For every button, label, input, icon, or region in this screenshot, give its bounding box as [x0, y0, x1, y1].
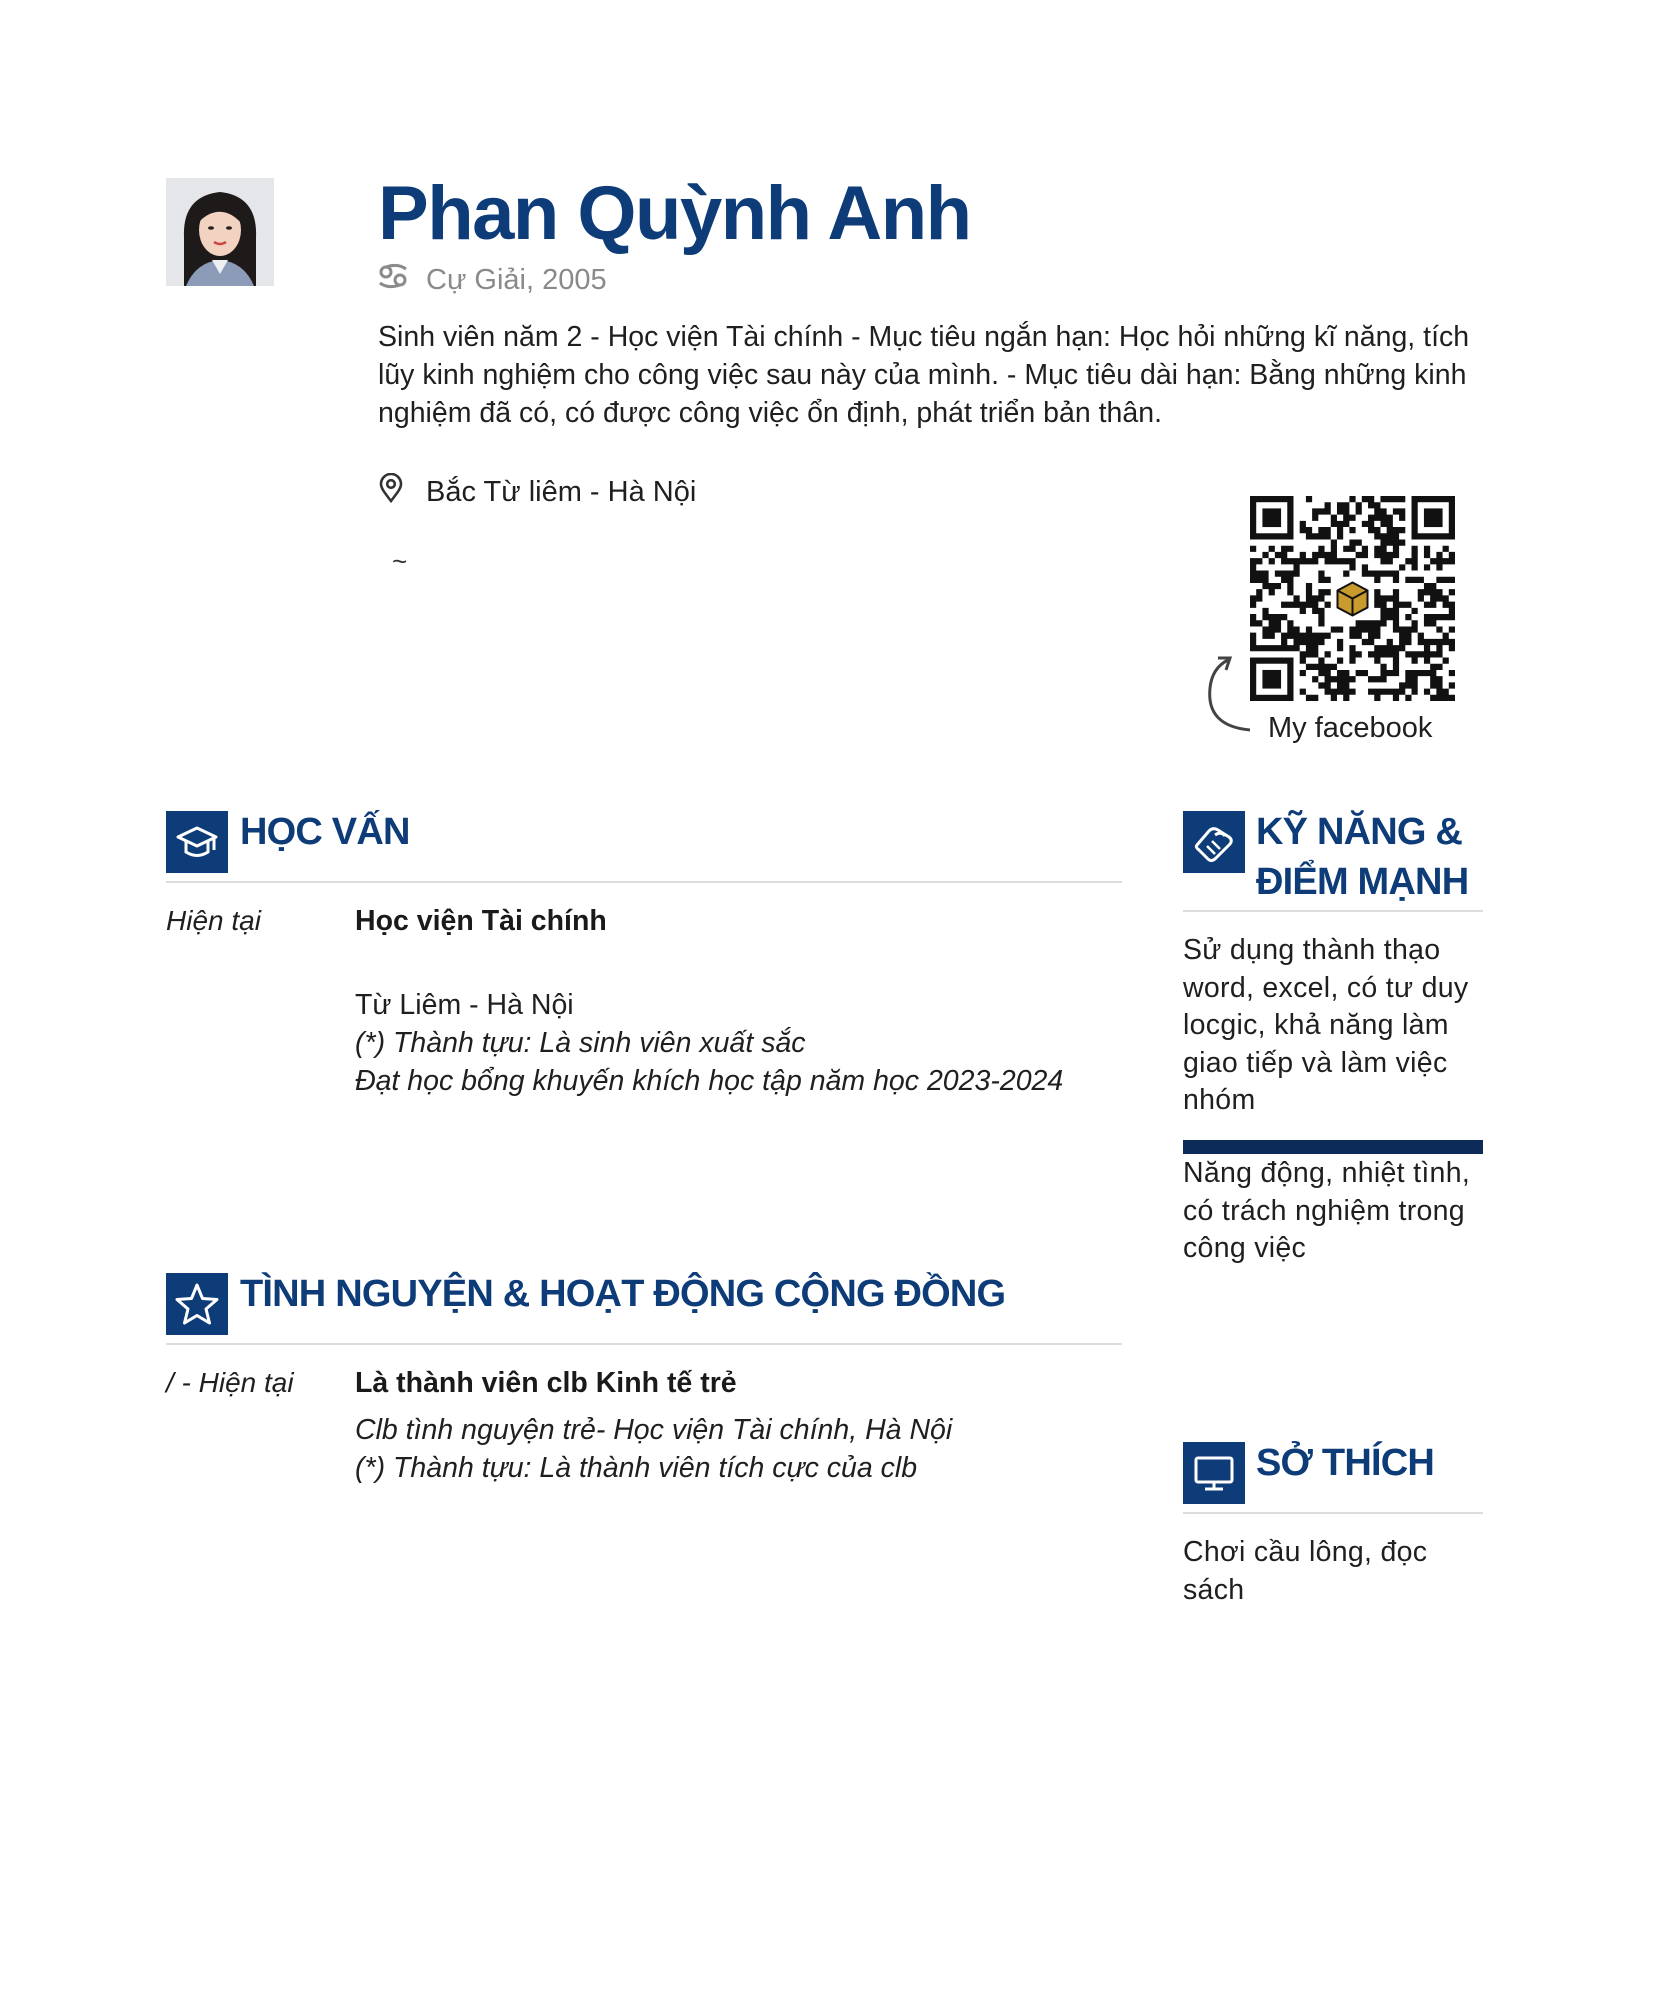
dob-row: [378, 262, 607, 298]
qr-code-icon: [1250, 496, 1455, 701]
volunteer-divider: [166, 1343, 1122, 1345]
skill-line: có trách nghiệm trong: [1183, 1194, 1465, 1227]
skills-divider: [1183, 910, 1483, 912]
curved-arrow-icon: [1198, 648, 1258, 738]
monitor-icon: [1183, 1442, 1245, 1504]
hobbies-title: SỞ THÍCH: [1256, 1442, 1435, 1484]
skill-line: giao tiếp và làm việc: [1183, 1046, 1448, 1079]
summary-line: Sinh viên năm 2 - Học viện Tài chính - Mục tiêu ngắn hạn: Học hỏi những kĩ năng, tích: [378, 321, 1470, 353]
education-divider: [166, 881, 1122, 883]
skill-line: nhóm: [1183, 1084, 1256, 1116]
education-place: Từ Liêm - Hà Nội: [355, 989, 574, 1021]
handshake-icon: [1183, 811, 1245, 873]
location-pin-icon: [378, 473, 404, 511]
cancer-zodiac-icon: [378, 263, 408, 297]
skill-line: word, excel, có tư duy: [1183, 971, 1469, 1004]
hobby-line: sách: [1183, 1573, 1245, 1606]
volunteer-org: Clb tình nguyện trẻ- Học viện Tài chính, Hà Nội: [355, 1414, 953, 1446]
skill-line: Năng động, nhiệt tình,: [1183, 1157, 1471, 1189]
career-summary: [378, 318, 1488, 432]
summary-line: lũy kinh nghiệm cho công việc sau này của mình. - Mục tiêu dài hạn: Bằng những kinh: [378, 359, 1467, 391]
education-period: Hiện tại: [166, 905, 261, 936]
skill-separator-bar: [1183, 1140, 1483, 1154]
education-title: HỌC VẤN: [240, 811, 410, 853]
hobbies-text: [1183, 1534, 1488, 1609]
star-icon: [166, 1273, 228, 1335]
volunteer-role: Là thành viên clb Kinh tế trẻ: [355, 1367, 737, 1399]
volunteer-period: / - Hiện tại: [166, 1367, 294, 1398]
profile-photo: [166, 178, 274, 286]
avatar: [166, 178, 274, 286]
summary-line: nghiệm đã có, có được công việc ổn định, phát triển bản thân.: [378, 397, 1163, 429]
skill-line: locgic, khả năng làm: [1183, 1009, 1449, 1041]
facebook-qr-code[interactable]: [1250, 496, 1455, 701]
hobby-line: Chơi cầu lông, đọc: [1183, 1536, 1428, 1568]
skill-item: [1183, 932, 1488, 1120]
skills-title-line: KỸ NĂNG &: [1256, 811, 1463, 853]
hobbies-divider: [1183, 1512, 1483, 1514]
education-achievement: (*) Thành tựu: Là sinh viên xuất sắc: [355, 1027, 806, 1059]
location-row: [378, 472, 696, 512]
graduation-cap-icon: [166, 811, 228, 873]
candidate-name: Phan Quỳnh Anh: [378, 171, 971, 256]
skill-line: Sử dụng thành thạo: [1183, 934, 1441, 966]
location-text: Bắc Từ liêm - Hà Nội: [426, 475, 697, 508]
volunteer-achievement: (*) Thành tựu: Là thành viên tích cực của clb: [355, 1452, 918, 1484]
education-detail: Đạt học bổng khuyến khích học tập năm học 2023-2024: [355, 1065, 1064, 1097]
skill-line: công việc: [1183, 1232, 1307, 1264]
dob-text: Cự Giải, 2005: [426, 263, 607, 296]
empty-contact-mark: ~: [392, 546, 408, 576]
education-school: Học viện Tài chính: [355, 905, 607, 937]
qr-caption: My facebook: [1268, 712, 1433, 744]
volunteer-title: TÌNH NGUYỆN & HOẠT ĐỘNG CỘNG ĐỒNG: [240, 1273, 1006, 1315]
skills-title-line: ĐIỂM MẠNH: [1256, 861, 1469, 903]
skills-title: [1256, 807, 1468, 907]
skill-item: [1183, 1155, 1488, 1268]
